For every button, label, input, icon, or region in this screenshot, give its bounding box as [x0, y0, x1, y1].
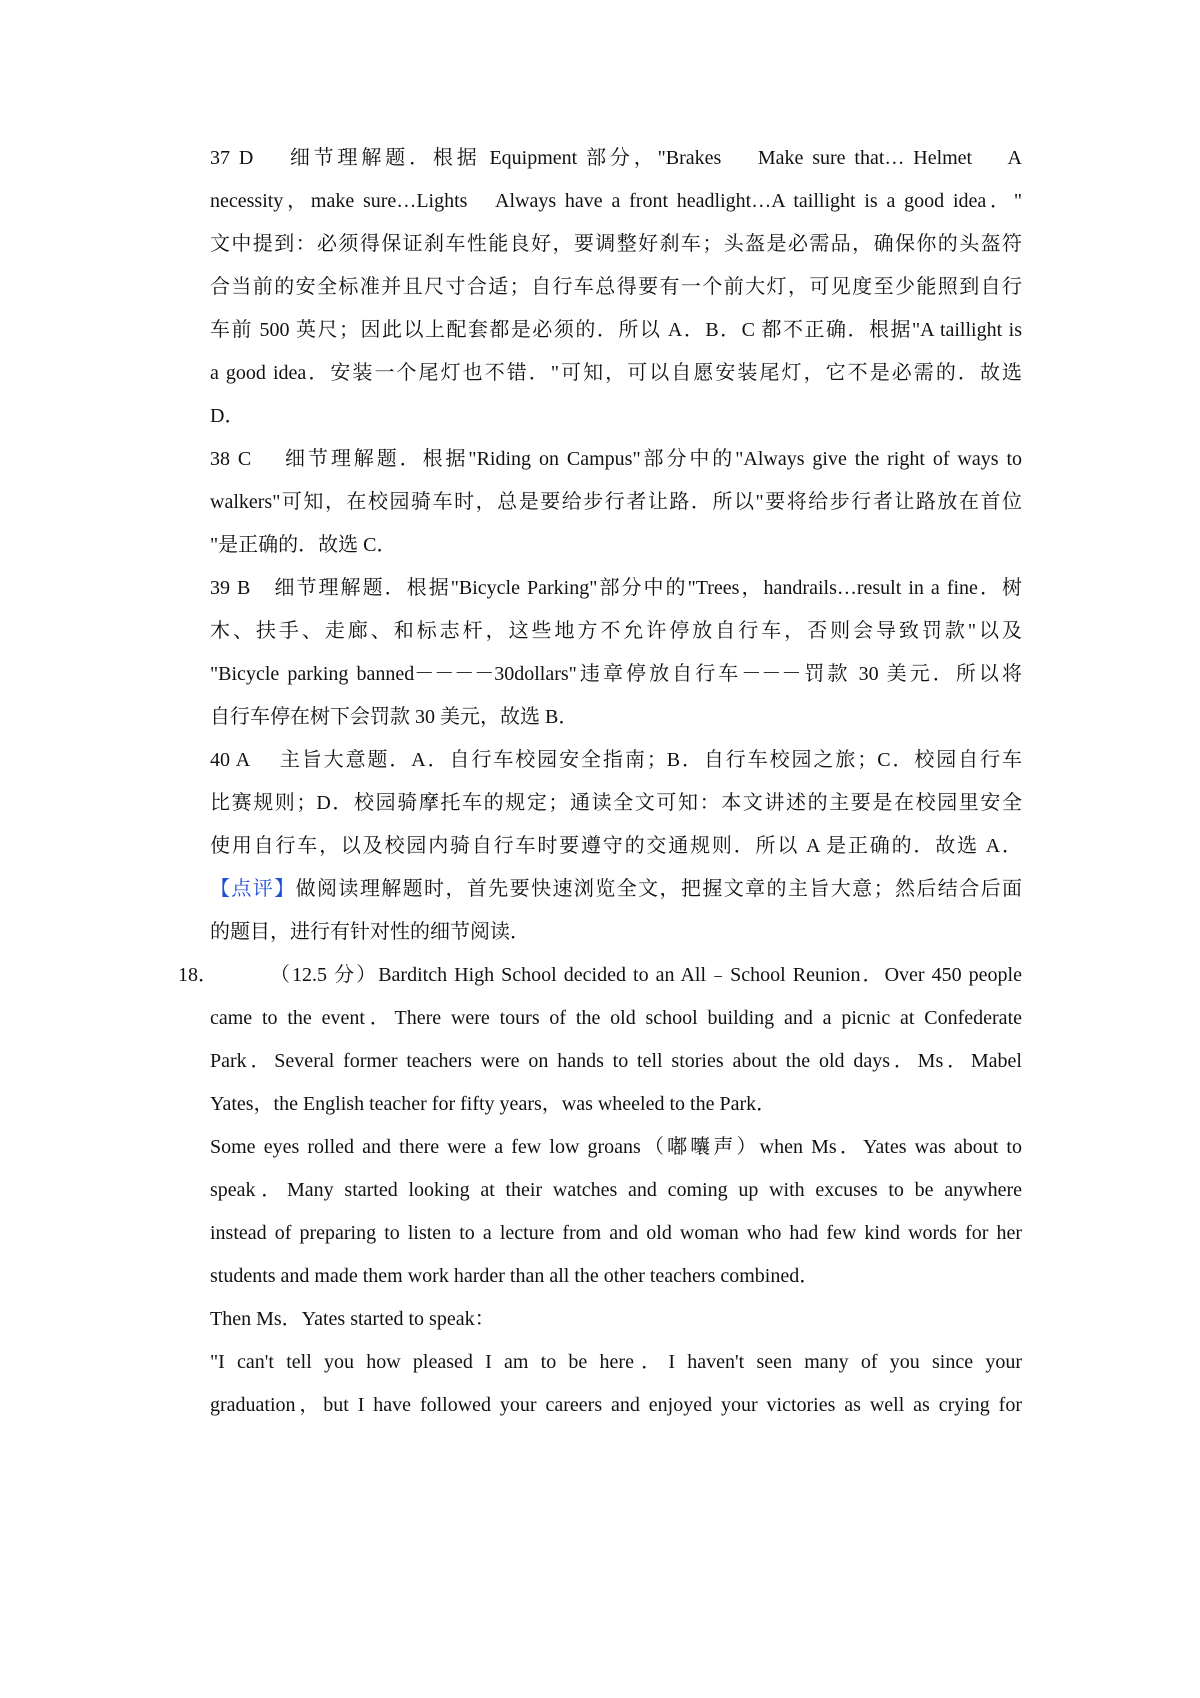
q38-line-3: "是正确的．故选 C． [210, 534, 397, 556]
passage-p2-line-3: instead of preparing to listen to a lecture from and old woman who had few kind words for her [210, 1222, 1022, 1244]
question-number: 18． [178, 964, 218, 986]
q38-line-1: 38 C 细节理解题．根据"Riding on Campus"部分中的"Always give the right of ways to [210, 448, 1022, 470]
comment-tag: 【点评】 [210, 878, 296, 900]
q37-line-4: 合当前的安全标准并且尺寸合适；自行车总得要有一个前大灯，可见度至少能照到自行 [210, 276, 1022, 298]
q40-line-3: 使用自行车，以及校园内骑自行车时要遵守的交通规则．所以 A 是正确的．故选 A． [210, 835, 1022, 857]
q39-line-4: 自行车停在树下会罚款 30 美元，故选 B． [210, 706, 579, 728]
q37-line-5: 车前 500 英尺；因此以上配套都是必须的．所以 A．B．C 都不正确．根据"A taillight is [210, 319, 1022, 341]
passage-p4-line-2: graduation，but I have followed your careers and enjoyed your victories as well as crying for [210, 1394, 1022, 1416]
passage-p2-line-1: Some eyes rolled and there were a few low groans（嘟囔声）when Ms．Yates was about to [210, 1136, 1022, 1158]
passage-p1-line-1: came to the event．There were tours of the old school building and a picnic at Confederate [210, 1007, 1022, 1029]
q39-line-3: "Bicycle parking banned－－－－30dollars"违章停放自行车－－－罚款 30 美元．所以将 [210, 663, 1022, 685]
question-18-line-1: （12.5 分）Barditch High School decided to an All﹣School Reunion．Over 450 people [270, 964, 1022, 986]
q38-line-2: walkers"可知，在校园骑车时，总是要给步行者让路．所以"要将给步行者让路放在首位 [210, 491, 1022, 513]
q37-line-2: necessity，make sure…Lights Always have a front headlight…A taillight is a good idea．" [210, 190, 1022, 212]
passage-p1-line-2: Park．Several former teachers were on hands to tell stories about the old days．Ms．Mabel [210, 1050, 1022, 1072]
passage-p4-line-1: "I can't tell you how pleased I am to be here．I haven't seen many of you since your [210, 1351, 1022, 1373]
q40-line-2: 比赛规则；D．校园骑摩托车的规定；通读全文可知：本文讲述的主要是在校园里安全 [210, 792, 1022, 814]
q37-line-1: 37 D 细节理解题．根据 Equipment 部分，"Brakes Make sure that… Helmet A [210, 147, 1022, 169]
q37-line-3: 文中提到：必须得保证刹车性能良好，要调整好刹车；头盔是必需品，确保你的头盔符 [210, 233, 1022, 255]
passage-p2-line-4: students and made them work harder than all the other teachers combined． [210, 1265, 820, 1287]
q39-line-1: 39 B 细节理解题．根据"Bicycle Parking"部分中的"Trees，handrails…result in a fine．树 [210, 577, 1022, 599]
q37-line-6: a good idea．安装一个尾灯也不错．"可知，可以自愿安装尾灯，它不是必需的．故选 [210, 362, 1022, 384]
comment-line-2: 的题目，进行有针对性的细节阅读． [210, 921, 530, 943]
passage-p2-line-2: speak．Many started looking at their watches and coming up with excuses to be anywhere [210, 1179, 1022, 1201]
q40-line-1: 40 A 主旨大意题．A．自行车校园安全指南；B．自行车校园之旅；C．校园自行车 [210, 749, 1022, 771]
comment-text-1: 做阅读理解题时，首先要快速浏览全文，把握文章的主旨大意；然后结合后面 [295, 878, 1022, 900]
q39-line-2: 木、扶手、走廊、和标志杆，这些地方不允许停放自行车，否则会导致罚款"以及 [210, 620, 1022, 642]
passage-p3-line-1: Then Ms．Yates started to speak： [210, 1308, 495, 1330]
passage-p1-line-3: Yates，the English teacher for fifty years，was wheeled to the Park． [210, 1093, 777, 1115]
q37-line-7: D． [210, 405, 245, 427]
comment-line-1 [210, 876, 1022, 902]
